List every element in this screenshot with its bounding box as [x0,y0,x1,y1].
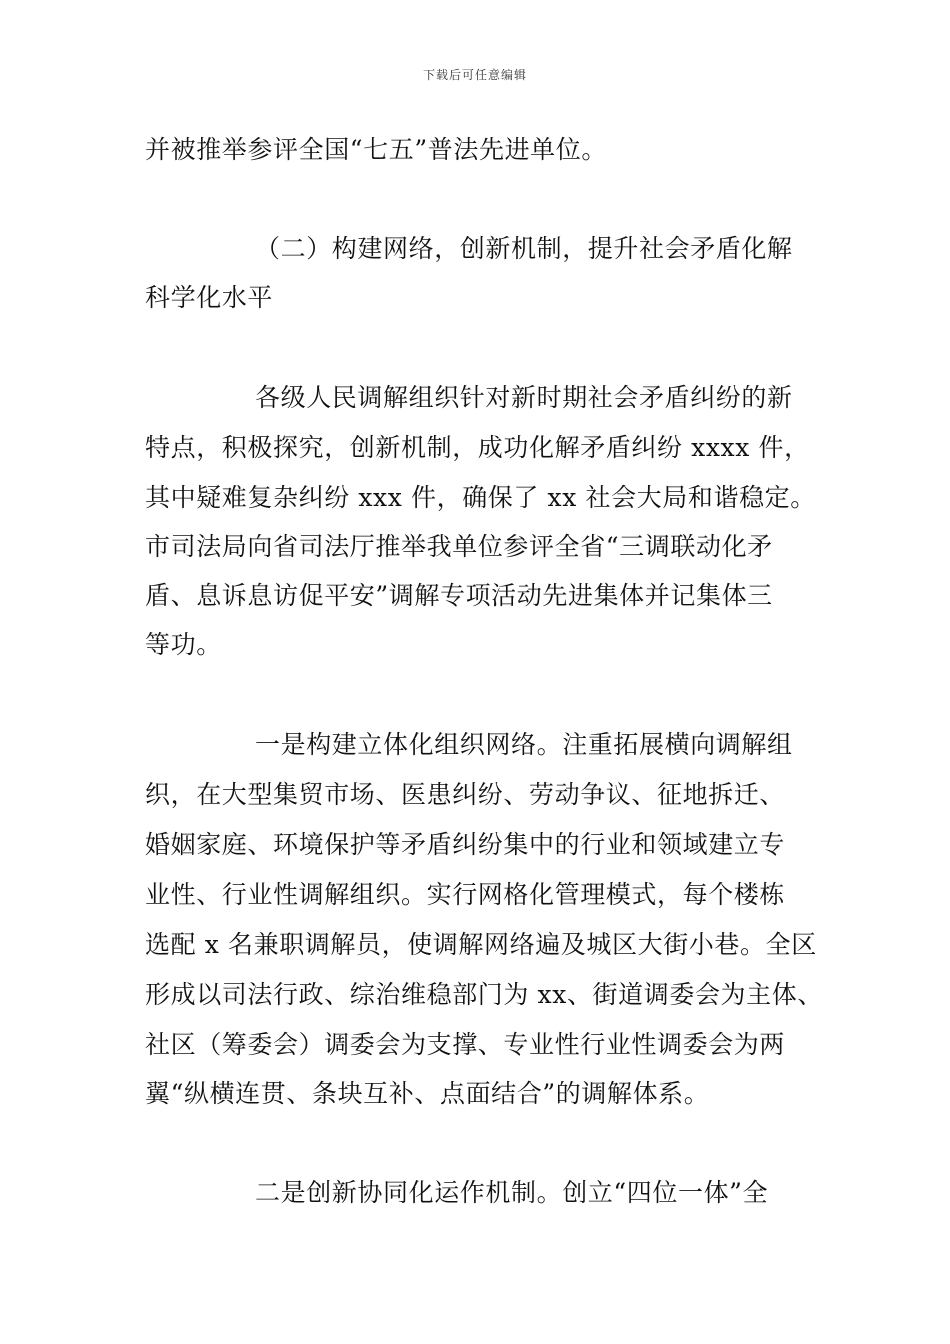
body-line: 二是创新协同化运作机制。创立“四位一体”全 [255,1178,769,1207]
section-heading-line: 科学化水平 [145,283,274,312]
body-line: 一是构建立体化组织网络。注重拓展横向调解组 [255,730,793,759]
body-line: 盾、息诉息访促平安”调解专项活动先进集体并记集体三 [145,581,773,610]
body-line: 形成以司法行政、综治维稳部门为 xx、街道调委会为主体、 [145,980,823,1009]
body-line: 并被推举参评全国“七五”普法先进单位。 [145,135,607,164]
body-line: 翼“纵横连贯、条块互补、点面结合”的调解体系。 [145,1079,710,1108]
body-line: 其中疑难复杂纠纷 xxx 件，确保了 xx 社会大局和谐稳定。 [145,483,816,512]
body-line: 社区（筹委会）调委会为支撑、专业性行业性调委会为两 [145,1030,786,1059]
body-line: 婚姻家庭、环境保护等矛盾纠纷集中的行业和领域建立专 [145,830,786,859]
body-line: 选配 x 名兼职调解员，使调解网络遍及城区大街小巷。全区 [145,930,817,959]
body-line: 业性、行业性调解组织。实行网格化管理模式，每个楼栋 [145,880,786,909]
body-line: 各级人民调解组织针对新时期社会矛盾纠纷的新 [255,383,793,412]
body-line: 市司法局向省司法厅推举我单位参评全省“三调联动化矛 [145,532,773,561]
body-line: 织，在大型集贸市场、医患纠纷、劳动争议、征地拆迁、 [145,780,786,809]
body-line: 特点，积极探究，创新机制，成功化解矛盾纠纷 xxxx 件， [145,433,810,462]
header-note: 下载后可任意编辑 [422,68,527,82]
section-heading-line: （二）构建网络，创新机制，提升社会矛盾化解 [255,234,793,263]
body-line: 等功。 [145,630,222,659]
